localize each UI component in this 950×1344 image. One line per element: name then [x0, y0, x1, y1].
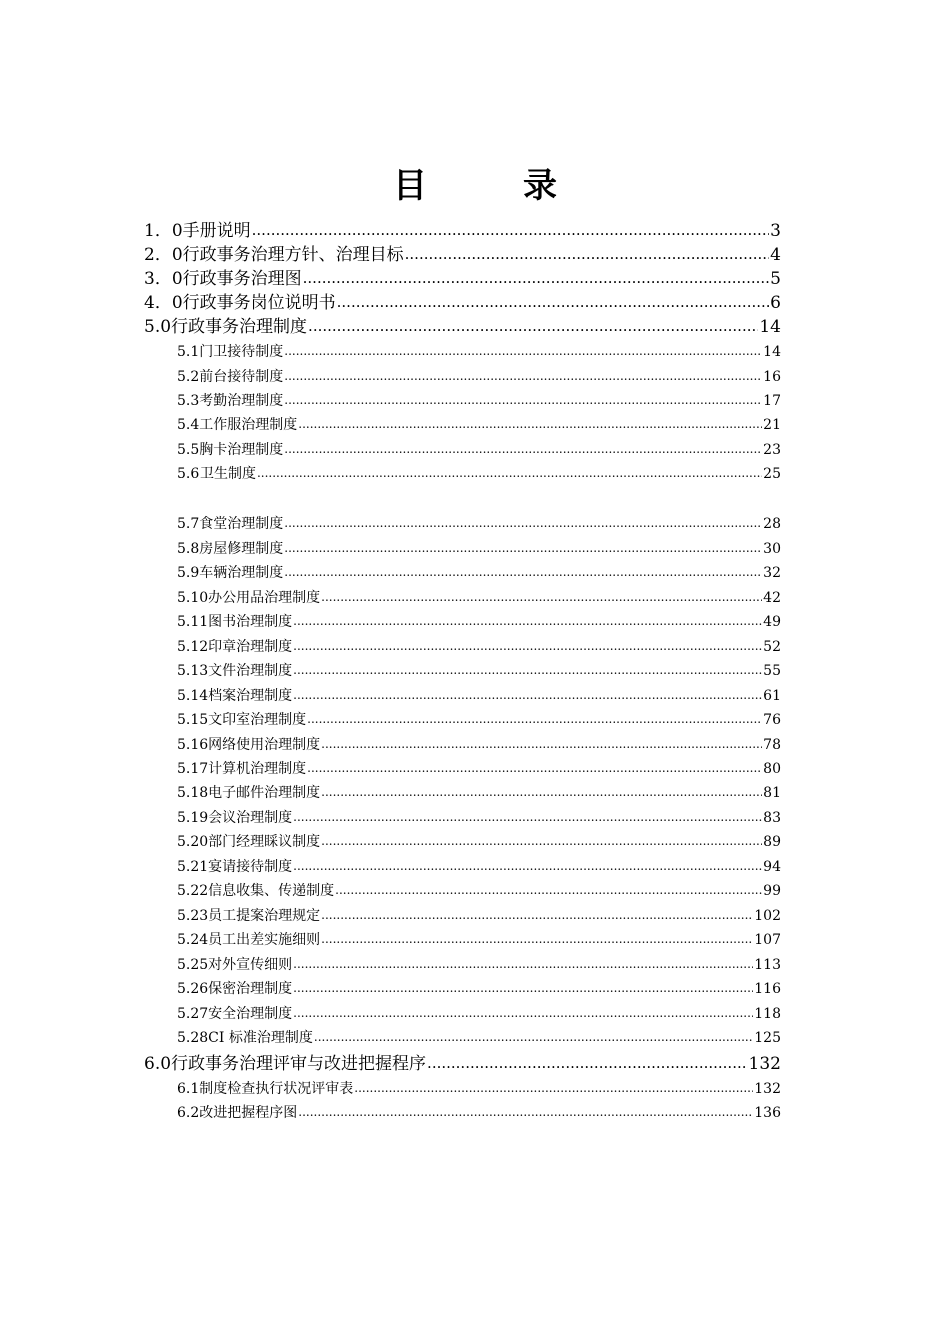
- toc-entry-label: 行政事务治理图: [182, 269, 302, 289]
- toc-leader-dots: [293, 980, 753, 996]
- toc-leader-dots: [293, 858, 762, 874]
- toc-entry-label: 门卫接待制度: [199, 344, 284, 360]
- toc-entry-number: 5.10: [177, 590, 209, 606]
- toc-entry-page: 99: [763, 883, 781, 899]
- toc-entry-number: 5.23: [177, 908, 209, 924]
- toc-entry[interactable]: [177, 880, 781, 900]
- toc-leader-dots: [321, 736, 762, 752]
- toc-entry-page: 81: [763, 785, 781, 801]
- toc-entry-page: 16: [763, 369, 781, 385]
- toc-leader-dots: [293, 809, 762, 825]
- toc-entry-label: CI 标准治理制度: [208, 1030, 313, 1046]
- toc-entry[interactable]: [177, 636, 781, 656]
- toc-leader-dots: [284, 368, 762, 384]
- toc-leader-dots: [321, 589, 762, 605]
- toc-entry[interactable]: [177, 856, 781, 876]
- toc-entry-page: 83: [763, 810, 781, 826]
- toc-entry-number: 5.4: [177, 417, 200, 433]
- toc-entry-number: 5.12: [177, 639, 209, 655]
- toc-entry[interactable]: [177, 905, 781, 925]
- toc-entry-number: 5.24: [177, 932, 209, 948]
- toc-entry-number: 2．0: [144, 245, 183, 265]
- toc-leader-dots: [307, 760, 762, 776]
- toc-entry-page: 76: [763, 712, 781, 728]
- toc-leader-dots: [298, 1104, 753, 1120]
- toc-entry-number: 6.0: [144, 1054, 172, 1074]
- toc-entry[interactable]: [177, 611, 781, 631]
- toc-leader-dots: [293, 956, 753, 972]
- toc-entry-label: 卫生制度: [199, 466, 256, 482]
- toc-leader-dots: [321, 931, 753, 947]
- toc-entry[interactable]: [177, 807, 781, 827]
- toc-entry[interactable]: [177, 538, 781, 558]
- toc-entry-label: 网络使用治理制度: [208, 737, 321, 753]
- toc-entry-label: 员工出差实施细则: [208, 932, 321, 948]
- toc-entry-label: 办公用品治理制度: [208, 590, 321, 606]
- toc-leader-dots: [284, 441, 762, 457]
- toc-entry-page: 132: [748, 1054, 781, 1074]
- toc-entry-label: 安全治理制度: [208, 1006, 293, 1022]
- toc-entry-label: 文印室治理制度: [208, 712, 307, 728]
- toc-entry-page: 107: [754, 932, 781, 948]
- toc-leader-dots: [321, 784, 762, 800]
- toc-entry-page: 94: [763, 859, 781, 875]
- toc-entry[interactable]: [177, 513, 781, 533]
- toc-entry-page: 113: [754, 957, 781, 973]
- toc-entry-number: 5.18: [177, 785, 209, 801]
- toc-entry-label: 员工提案治理规定: [208, 908, 321, 924]
- toc-entry-page: 14: [763, 344, 781, 360]
- toc-entry-page: 32: [763, 565, 781, 581]
- toc-entry-number: 5.16: [177, 737, 209, 753]
- toc-entry-page: 17: [763, 393, 781, 409]
- toc-entry-page: 30: [763, 541, 781, 557]
- toc-entry-label: 行政事务岗位说明书: [182, 293, 336, 313]
- toc-leader-dots: [335, 882, 762, 898]
- toc-entry-number: 5.9: [177, 565, 200, 581]
- toc-leader-dots: [293, 1005, 753, 1021]
- toc-entry-number: 5.15: [177, 712, 209, 728]
- toc-entry-label: 宴请接待制度: [208, 859, 293, 875]
- page-title: [0, 158, 950, 207]
- toc-entry-number: 5.8: [177, 541, 200, 557]
- toc-leader-dots: [293, 662, 762, 678]
- toc-entry-page: 61: [763, 688, 781, 704]
- toc-entry[interactable]: [177, 463, 781, 483]
- toc-entry-label: 改进把握程序图: [199, 1105, 298, 1121]
- toc-entry-label: 制度检查执行状况评审表: [199, 1081, 354, 1097]
- toc-entry[interactable]: [177, 685, 781, 705]
- toc-entry[interactable]: [144, 1049, 781, 1074]
- toc-entry-page: 25: [763, 466, 781, 482]
- toc-entry[interactable]: [177, 366, 781, 386]
- toc-entry-label: 房屋修理制度: [199, 541, 284, 557]
- toc-entry-page: 125: [754, 1030, 781, 1046]
- toc-entry[interactable]: [177, 831, 781, 851]
- toc-entry-number: 4．0: [144, 293, 183, 313]
- toc-entry-label: 计算机治理制度: [208, 761, 307, 777]
- toc-entry[interactable]: [144, 264, 781, 289]
- toc-entry-number: 5.27: [177, 1006, 209, 1022]
- toc-entry-number: 5.19: [177, 810, 209, 826]
- title-char-2: 录: [523, 166, 557, 206]
- toc-entry[interactable]: [177, 660, 781, 680]
- toc-entry[interactable]: [144, 312, 781, 337]
- toc-entry-number: 5.13: [177, 663, 209, 679]
- toc-entry-page: 136: [754, 1105, 781, 1121]
- toc-entry[interactable]: [144, 288, 781, 313]
- toc-entry-page: 102: [754, 908, 781, 924]
- toc-entry-number: 5.5: [177, 442, 200, 458]
- toc-entry[interactable]: [177, 414, 781, 434]
- toc-entry-number: 6.1: [177, 1081, 200, 1097]
- toc-entry[interactable]: [177, 709, 781, 729]
- toc-entry-label: 工作服治理制度: [199, 417, 298, 433]
- toc-leader-dots: [257, 465, 762, 481]
- toc-entry-label: 行政事务治理方针、治理目标: [182, 245, 404, 265]
- toc-entry[interactable]: [144, 240, 781, 265]
- toc-entry-number: 5.0: [144, 317, 172, 337]
- toc-entry-number: 5.21: [177, 859, 209, 875]
- toc-entry-page: 132: [754, 1081, 781, 1097]
- toc-entry-label: 行政事务治理评审与改进把握程序: [171, 1054, 427, 1074]
- toc-entry-label: 档案治理制度: [208, 688, 293, 704]
- toc-leader-dots: [252, 220, 770, 240]
- toc-leader-dots: [284, 515, 762, 531]
- toc-entry-page: 89: [763, 834, 781, 850]
- toc-leader-dots: [405, 244, 770, 264]
- toc-entry-page: 80: [763, 761, 781, 777]
- toc-entry[interactable]: [177, 587, 781, 607]
- toc-entry-label: 保密治理制度: [208, 981, 293, 997]
- toc-entry-page: 52: [763, 639, 781, 655]
- toc-entry-number: 5.1: [177, 344, 200, 360]
- toc-leader-dots: [284, 392, 762, 408]
- toc-entry-page: 78: [763, 737, 781, 753]
- toc-entry[interactable]: [177, 1027, 781, 1047]
- toc-entry-number: 5.20: [177, 834, 209, 850]
- toc-entry-label: 手册说明: [182, 221, 251, 241]
- toc-entry-number: 5.6: [177, 466, 200, 482]
- toc-leader-dots: [354, 1080, 753, 1096]
- toc-entry-label: 前台接待制度: [199, 369, 284, 385]
- toc-entry-label: 会议治理制度: [208, 810, 293, 826]
- toc-entry[interactable]: [177, 1003, 781, 1023]
- toc-leader-dots: [298, 416, 762, 432]
- toc-entry[interactable]: [177, 1078, 781, 1098]
- toc-entry[interactable]: [177, 341, 781, 361]
- toc-entry-number: 6.2: [177, 1105, 200, 1121]
- toc-entry-page: 118: [754, 1006, 781, 1022]
- toc-entry-number: 5.11: [177, 614, 209, 630]
- toc-leader-dots: [337, 292, 770, 312]
- toc-entry[interactable]: [177, 734, 781, 754]
- toc-entry[interactable]: [177, 1102, 781, 1122]
- toc-leader-dots: [321, 833, 762, 849]
- toc-entry-page: 3: [770, 221, 781, 241]
- toc-entry-page: 14: [759, 317, 781, 337]
- toc-entry-label: 食堂治理制度: [199, 516, 284, 532]
- toc-leader-dots: [293, 687, 762, 703]
- toc-entry-page: 42: [763, 590, 781, 606]
- toc-entry-page: 55: [763, 663, 781, 679]
- toc-entry-number: 5.14: [177, 688, 209, 704]
- toc-leader-dots: [307, 711, 762, 727]
- toc-entry-label: 行政事务治理制度: [171, 317, 308, 337]
- toc-entry[interactable]: [177, 439, 781, 459]
- toc-entry-label: 信息收集、传递制度: [208, 883, 335, 899]
- toc-entry-number: 5.3: [177, 393, 200, 409]
- toc-entry[interactable]: [177, 758, 781, 778]
- toc-entry-label: 对外宣传细则: [208, 957, 293, 973]
- toc-leader-dots: [293, 638, 762, 654]
- toc-leader-dots: [284, 540, 762, 556]
- toc-entry-page: 23: [763, 442, 781, 458]
- title-char-1: 目: [393, 166, 427, 206]
- toc-entry-number: 5.28: [177, 1030, 209, 1046]
- toc-entry[interactable]: [177, 782, 781, 802]
- toc-entry-label: 车辆治理制度: [199, 565, 284, 581]
- toc-leader-dots: [303, 268, 770, 288]
- toc-entry-page: 5: [770, 269, 781, 289]
- toc-entry-label: 考勤治理制度: [199, 393, 284, 409]
- toc-entry-label: 部门经理睬议制度: [208, 834, 321, 850]
- toc-entry-number: 5.17: [177, 761, 209, 777]
- toc-entry[interactable]: [177, 978, 781, 998]
- toc-entry-page: 116: [754, 981, 781, 997]
- toc-entry-page: 28: [763, 516, 781, 532]
- toc-entry-page: 4: [770, 245, 781, 265]
- toc-leader-dots: [293, 613, 762, 629]
- toc-entry-page: 6: [770, 293, 781, 313]
- toc-entry[interactable]: [177, 954, 781, 974]
- toc-entry-page: 49: [763, 614, 781, 630]
- toc-entry-label: 图书治理制度: [208, 614, 293, 630]
- toc-entry[interactable]: [177, 390, 781, 410]
- toc-leader-dots: [308, 316, 758, 336]
- toc-leader-dots: [284, 343, 762, 359]
- toc-entry-number: 3．0: [144, 269, 183, 289]
- toc-entry-label: 印章治理制度: [208, 639, 293, 655]
- toc-entry-number: 5.22: [177, 883, 209, 899]
- toc-entry-number: 5.2: [177, 369, 200, 385]
- toc-leader-dots: [427, 1053, 748, 1073]
- toc-entry-number: 5.26: [177, 981, 209, 997]
- toc-entry-number: 5.25: [177, 957, 209, 973]
- toc-leader-dots: [314, 1029, 753, 1045]
- toc-entry-number: 5.7: [177, 516, 200, 532]
- toc-entry-label: 电子邮件治理制度: [208, 785, 321, 801]
- toc-entry-label: 文件治理制度: [208, 663, 293, 679]
- toc-entry[interactable]: [177, 929, 781, 949]
- toc-entry[interactable]: [144, 216, 781, 241]
- toc-entry-label: 胸卡治理制度: [199, 442, 284, 458]
- toc-entry-number: 1．0: [144, 221, 183, 241]
- toc-entry[interactable]: [177, 562, 781, 582]
- toc-entry-page: 21: [763, 417, 781, 433]
- toc-leader-dots: [321, 907, 753, 923]
- toc-leader-dots: [284, 564, 762, 580]
